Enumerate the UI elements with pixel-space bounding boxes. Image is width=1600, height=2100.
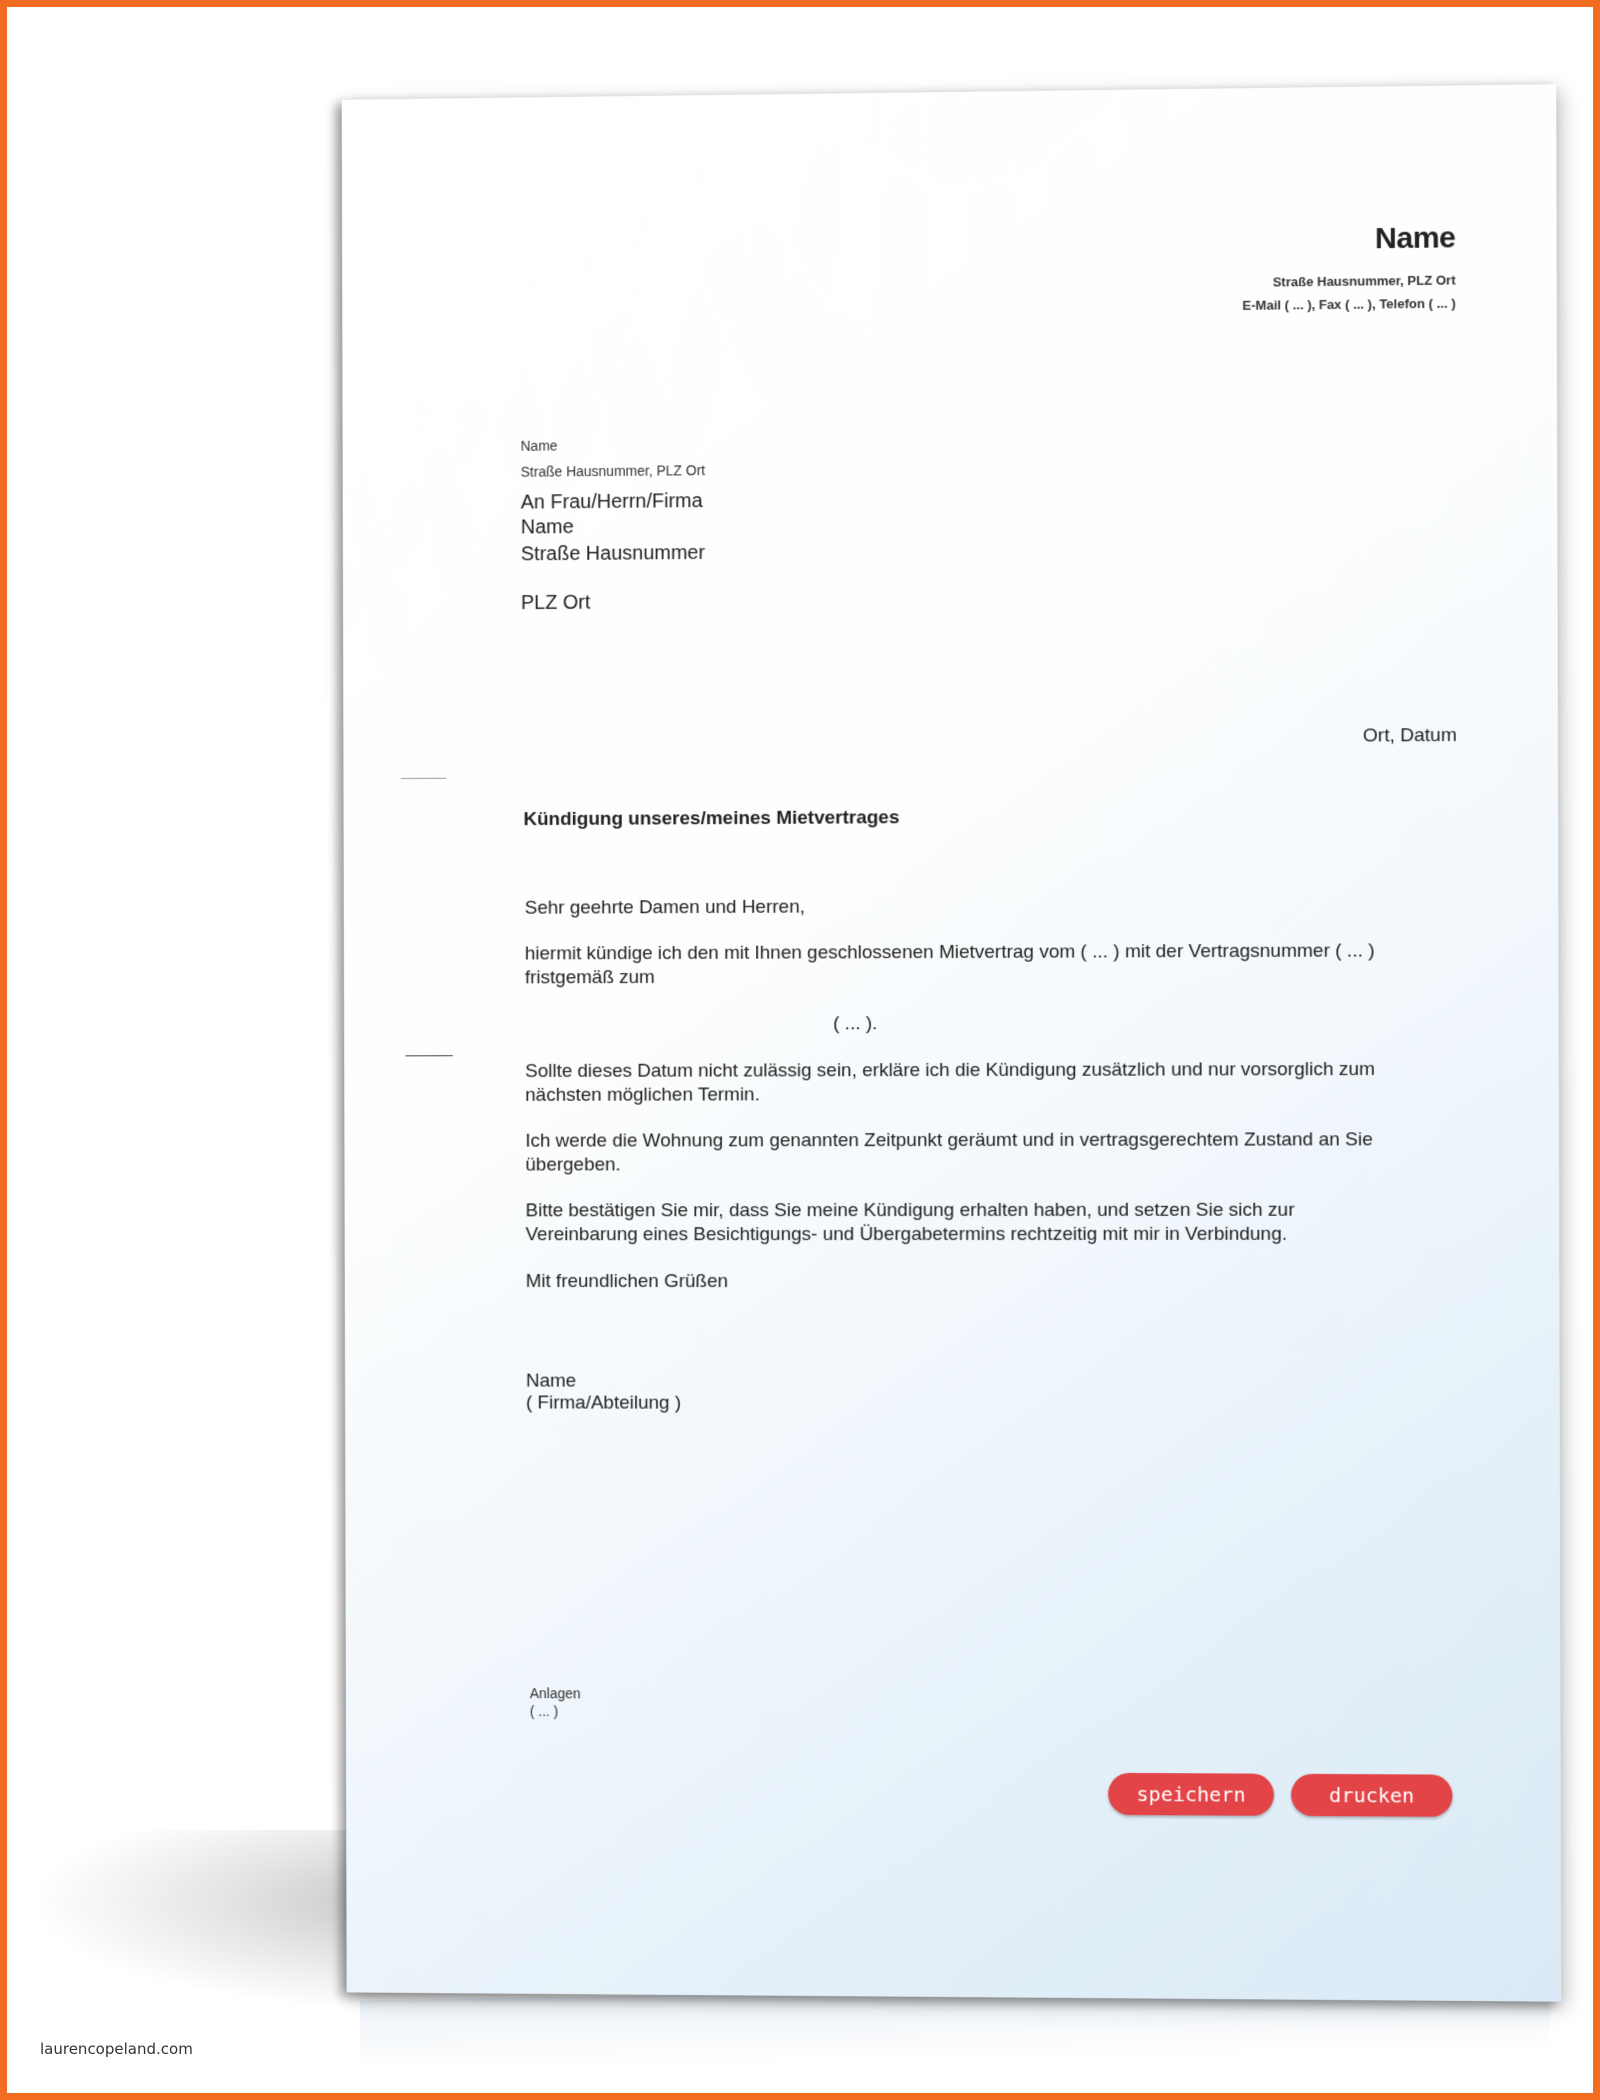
- paragraph-1-line-1: hiermit kündige ich den mit Ihnen geschlossenen Mietvertrag vom ( ... ) mit der Vertragsnummer ( ... ): [524, 940, 1375, 965]
- greeting: Sehr geehrte Damen und Herren,: [524, 896, 805, 919]
- paragraph-1-date: ( ... ).: [833, 1013, 878, 1035]
- recipient-street: Straße Hausnummer: [520, 541, 706, 566]
- paragraph-3-line-1: Ich werde die Wohnung zum genannten Zeitpunkt geräumt und in vertragsgerechtem Zustand an Sie: [525, 1129, 1373, 1152]
- date-line: Ort, Datum: [1362, 724, 1457, 747]
- sender-contact: E-Mail ( ... ), Fax ( ... ), Telefon ( ... ): [1242, 295, 1456, 313]
- subject-line: Kündigung unseres/meines Mietvertrages: [523, 807, 900, 831]
- watermark-text: laurencopeland.com: [40, 2040, 193, 2058]
- closing: Mit freundlichen Grüßen: [525, 1271, 729, 1292]
- sender-name: Name: [1374, 221, 1456, 256]
- paragraph-4-line-2: Vereinbarung eines Besichtigungs- und Übergabetermins rechtzeitig mit mir in Verbindung.: [525, 1223, 1288, 1246]
- fold-mark-middle: [405, 1055, 452, 1056]
- return-address-name: Name: [520, 437, 558, 454]
- fold-mark-top: [401, 778, 446, 779]
- paragraph-3-line-2: übergeben.: [525, 1154, 621, 1176]
- print-button[interactable]: drucken: [1291, 1774, 1453, 1817]
- recipient-city: PLZ Ort: [520, 591, 591, 615]
- sender-address: Straße Hausnummer, PLZ Ort: [1272, 272, 1456, 290]
- signature-name: Name: [525, 1370, 577, 1392]
- paragraph-1-line-2: fristgemäß zum: [524, 967, 655, 989]
- signature-department: ( Firma/Abteilung ): [525, 1392, 682, 1414]
- save-button[interactable]: speichern: [1108, 1773, 1274, 1816]
- letter-page: [342, 84, 1562, 2002]
- paragraph-2-line-1: Sollte dieses Datum nicht zulässig sein, erkläre ich die Kündigung zusätzlich und nur vorsorglich zum: [525, 1058, 1376, 1082]
- return-address-street: Straße Hausnummer, PLZ Ort: [520, 462, 706, 480]
- attachments-value: ( ... ): [529, 1703, 559, 1720]
- attachments-label: Anlagen: [529, 1685, 581, 1702]
- paragraph-2-line-2: nächsten möglichen Termin.: [525, 1084, 760, 1106]
- paragraph-4-line-1: Bitte bestätigen Sie mir, dass Sie meine Kündigung erhalten haben, und setzen Sie sich zur: [525, 1199, 1295, 1222]
- recipient-name: Name: [520, 516, 574, 539]
- recipient-salutation: An Frau/Herrn/Firma: [520, 490, 703, 514]
